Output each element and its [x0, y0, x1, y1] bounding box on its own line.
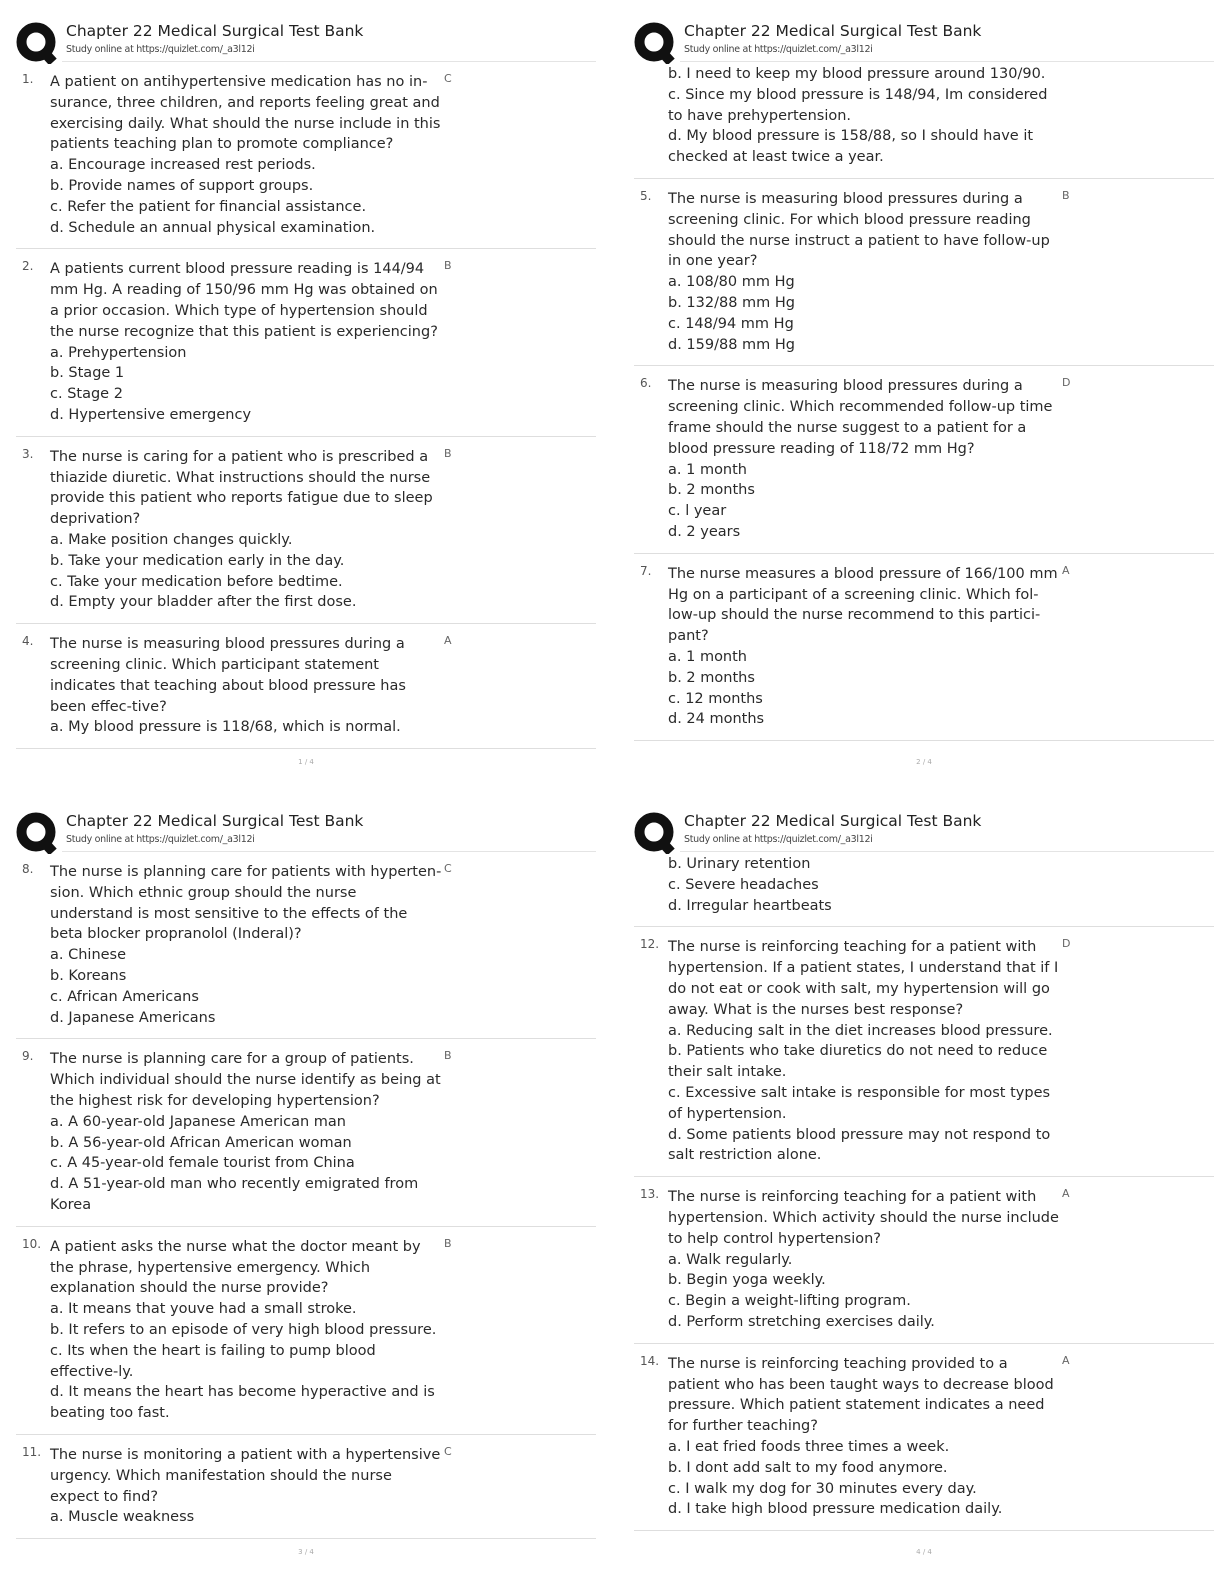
answer-option: b. Stage 1 — [50, 365, 125, 382]
answer-key: D — [1062, 376, 1071, 390]
answer-key: A — [1062, 1187, 1070, 1201]
answer-option: a. Encourage increased rest periods. — [50, 157, 316, 174]
answer-key: B — [444, 1236, 452, 1250]
question-number: 14. — [640, 1353, 660, 1368]
question-number: 11. — [22, 1444, 42, 1459]
question-number: 12. — [640, 937, 660, 952]
question-item — [16, 1227, 596, 1435]
document-title: Chapter 22 Medical Surgical Test Bank — [684, 812, 982, 830]
question-text: The nurse is measuring blood pressures during a screening clinic. For which blood pressure reading should the nurse instruct a patient to have follow-up in one year? — [668, 190, 1050, 270]
page-header — [634, 810, 1214, 852]
answer-option: c. Excessive salt intake is responsible for most types of hypertension. — [668, 1084, 1051, 1122]
question-item — [634, 366, 1214, 553]
answer-option: c. Refer the patient for financial assistance. — [50, 198, 367, 215]
question-text: The nurse is planning care for a group of patients. Which individual should the nurse identify as being at the highest risk for developing hypertension? — [50, 1051, 441, 1109]
page-header — [634, 20, 1214, 62]
answer-key: B — [444, 1049, 452, 1063]
question-item — [16, 624, 596, 749]
question-number: 1. — [22, 72, 34, 86]
answer-option: a. Prehypertension — [50, 344, 187, 361]
quizlet-logo-icon — [16, 22, 58, 64]
answer-option: a. Chinese — [50, 947, 127, 964]
question-number: 9. — [22, 1049, 34, 1064]
answer-option: d. Irregular heartbeats — [668, 897, 832, 914]
page-header — [16, 20, 596, 62]
answer-option: d. My blood pressure is 158/88, so I should have it checked at least twice a year. — [668, 128, 1034, 166]
question-text: The nurse is reinforcing teaching for a patient with hypertension. If a patient states, I understand that if I do not eat or cook with salt, my hypertension will go away. What is the nurses best response? — [668, 939, 1059, 1018]
document-subtitle: Study online at https://quizlet.com/_a3l12i — [66, 834, 255, 845]
answer-option: b. A 56-year-old African American woman — [50, 1134, 352, 1151]
page-header — [16, 810, 596, 852]
document-subtitle: Study online at https://quizlet.com/_a3l12i — [66, 44, 255, 55]
question-text: The nurse is reinforcing teaching for a patient with hypertension. Which activity should the nurse include to help control hypertension? — [668, 1189, 1059, 1247]
question-item — [16, 1039, 596, 1226]
answer-option: d. 2 years — [668, 523, 741, 540]
answer-option: b. Begin yoga weekly. — [668, 1272, 826, 1289]
answer-option: a. 1 month — [668, 648, 747, 665]
page-number: 1 / 4 — [298, 758, 314, 766]
document-page — [16, 810, 596, 1570]
answer-option: b. It refers to an episode of very high blood pressure. — [50, 1321, 437, 1338]
answer-option: c. I walk my dog for 30 minutes every day. — [668, 1480, 977, 1497]
question-text: The nurse is measuring blood pressures during a screening clinic. Which recommended follow-up time frame should the nurse suggest to a patient for a blood pressure reading of 118/72 mm Hg? — [668, 378, 1053, 457]
question-number: 2. — [22, 259, 34, 274]
document-subtitle: Study online at https://quizlet.com/_a3l12i — [684, 834, 873, 845]
question-list — [634, 62, 1214, 741]
page-number: 2 / 4 — [916, 758, 932, 766]
answer-option: a. It means that youve had a small stroke. — [50, 1301, 357, 1318]
answer-option: c. Stage 2 — [50, 386, 123, 403]
answer-option: b. Provide names of support groups. — [50, 177, 314, 194]
document-page — [634, 20, 1214, 780]
answer-key: A — [1062, 563, 1070, 577]
question-text: A patient asks the nurse what the doctor meant by the phrase, hypertensive emergency. Which explanation should the nurse provide? — [50, 1238, 421, 1297]
answer-option: c. A 45-year-old female tourist from China — [50, 1155, 355, 1172]
answer-option: b. Patients who take diuretics do not need to reduce their salt intake. — [668, 1043, 1048, 1081]
question-text: A patient on antihypertensive medication has no in-surance, three children, and reports feeling great and exercising daily. What should the nurse include in this patients teaching plan to promote compliance? — [50, 74, 441, 153]
question-item — [634, 1344, 1214, 1531]
answer-option: a. Muscle weakness — [50, 1509, 195, 1526]
answer-key: D — [1062, 937, 1071, 951]
answer-option: a. 1 month — [668, 461, 747, 478]
question-text: A patients current blood pressure reading is 144/94 mm Hg. A reading of 150/96 mm Hg was obtained on a prior occasion. Which type of hypertension should the nurse recognize that this patient is experiencing? — [50, 261, 438, 340]
answer-option: d. Perform stretching exercises daily. — [668, 1313, 935, 1330]
answer-option: b. Take your medication early in the day. — [50, 552, 345, 569]
answer-option: a. My blood pressure is 118/68, which is normal. — [50, 719, 401, 736]
answer-option: b. Koreans — [50, 967, 127, 984]
answer-option: d. Hypertensive emergency — [50, 406, 252, 423]
answer-option: d. 159/88 mm Hg — [668, 336, 796, 353]
question-item — [16, 437, 596, 624]
quizlet-logo-icon — [16, 812, 58, 854]
document-title: Chapter 22 Medical Surgical Test Bank — [66, 22, 364, 40]
question-item — [16, 249, 596, 436]
answer-option: a. I eat fried foods three times a week. — [668, 1438, 950, 1455]
answer-option: c. Take your medication before bedtime. — [50, 573, 343, 590]
document-subtitle: Study online at https://quizlet.com/_a3l12i — [684, 44, 873, 55]
answer-option: a. Make position changes quickly. — [50, 531, 293, 548]
question-number: 3. — [22, 446, 34, 461]
question-text: The nurse is monitoring a patient with a hypertensive urgency. Which manifestation should the nurse expect to find? — [50, 1446, 441, 1505]
answer-option: d. I take high blood pressure medication daily. — [668, 1501, 1003, 1518]
answer-option: c. African Americans — [50, 988, 199, 1005]
document-page — [634, 810, 1214, 1570]
answer-option: b. 132/88 mm Hg — [668, 294, 796, 311]
answer-option: d. A 51-year-old man who recently emigrated from Korea — [50, 1176, 419, 1213]
question-text: The nurse measures a blood pressure of 166/100 mm Hg on a participant of a screening clinic. Which fol-low-up should the nurse recommend to this partici-pant? — [668, 565, 1058, 645]
document-title: Chapter 22 Medical Surgical Test Bank — [684, 22, 982, 40]
answer-key: C — [444, 72, 452, 85]
answer-option: c. l year — [668, 503, 727, 520]
answer-option: c. Begin a weight-lifting program. — [668, 1293, 911, 1310]
question-text: The nurse is planning care for patients with hyperten-sion. Which ethnic group should the nurse understand is most sensitive to the effects of the beta blocker propranolol (Inderal)? — [50, 864, 442, 943]
question-continuation — [634, 852, 1214, 927]
question-text: The nurse is measuring blood pressures during a screening clinic. Which participant statement indicates that teaching about blood pressure has been effec-tive? — [50, 636, 406, 715]
question-list — [16, 62, 596, 749]
quizlet-logo-icon — [634, 812, 676, 854]
answer-option: c. 12 months — [668, 690, 763, 707]
question-number: 13. — [640, 1187, 660, 1202]
answer-option: b. 2 months — [668, 669, 755, 686]
quizlet-logo-icon — [634, 22, 676, 64]
answer-key: A — [1062, 1353, 1070, 1367]
question-item — [634, 927, 1214, 1177]
page-number: 3 / 4 — [298, 1548, 314, 1556]
answer-option: d. Japanese Americans — [50, 1009, 216, 1026]
answer-option: d. Empty your bladder after the first dose. — [50, 594, 357, 611]
answer-option: a. 108/80 mm Hg — [668, 274, 795, 291]
question-number: 10. — [22, 1236, 42, 1251]
question-number: 6. — [640, 376, 652, 391]
question-item — [16, 62, 596, 249]
question-item — [634, 179, 1214, 366]
answer-option: b. Urinary retention — [668, 856, 811, 872]
question-number: 5. — [640, 188, 652, 203]
question-continuation — [634, 62, 1214, 179]
question-number: 4. — [22, 634, 34, 649]
question-list — [634, 852, 1214, 1531]
answer-option: c. Its when the heart is failing to pump blood effective-ly. — [50, 1342, 376, 1380]
answer-option: c. 148/94 mm Hg — [668, 315, 794, 332]
question-number: 8. — [22, 862, 34, 876]
question-number: 7. — [640, 563, 652, 578]
question-item — [16, 1435, 596, 1539]
answer-key: B — [444, 259, 452, 273]
page-number: 4 / 4 — [916, 1548, 932, 1556]
answer-option: d. 24 months — [668, 711, 765, 728]
question-item — [634, 1177, 1214, 1344]
answer-option: b. I dont add salt to my food anymore. — [668, 1459, 948, 1476]
answer-option: c. Severe headaches — [668, 876, 819, 893]
answer-key: B — [1062, 188, 1070, 202]
document-page — [16, 20, 596, 780]
question-text: The nurse is caring for a patient who is prescribed a thiazide diuretic. What instructions should the nurse provide this patient who reports fatigue due to sleep deprivation? — [50, 448, 433, 528]
answer-option: a. A 60-year-old Japanese American man — [50, 1113, 346, 1130]
answer-option: a. Walk regularly. — [668, 1251, 793, 1268]
answer-key: C — [444, 1444, 452, 1458]
answer-key: B — [444, 446, 452, 460]
answer-option: c. Since my blood pressure is 148/94, Im considered to have prehypertension. — [668, 86, 1048, 124]
answer-option: d. Schedule an annual physical examination. — [50, 219, 376, 236]
document-title: Chapter 22 Medical Surgical Test Bank — [66, 812, 364, 830]
answer-option: d. Some patients blood pressure may not respond to salt restriction alone. — [668, 1126, 1051, 1164]
answer-key: C — [444, 862, 452, 875]
answer-option: a. Reducing salt in the diet increases blood pressure. — [668, 1022, 1053, 1039]
answer-option: b. I need to keep my blood pressure around 130/90. — [668, 66, 1046, 82]
question-text: The nurse is reinforcing teaching provided to a patient who has been taught ways to decrease blood pressure. Which patient statement indicates a need for further teaching? — [668, 1355, 1054, 1435]
answer-key: A — [444, 634, 452, 648]
question-item — [16, 852, 596, 1039]
answer-option: d. It means the heart has become hyperactive and is beating too fast. — [50, 1384, 435, 1422]
question-list — [16, 852, 596, 1539]
question-item — [634, 554, 1214, 741]
answer-option: b. 2 months — [668, 482, 755, 499]
